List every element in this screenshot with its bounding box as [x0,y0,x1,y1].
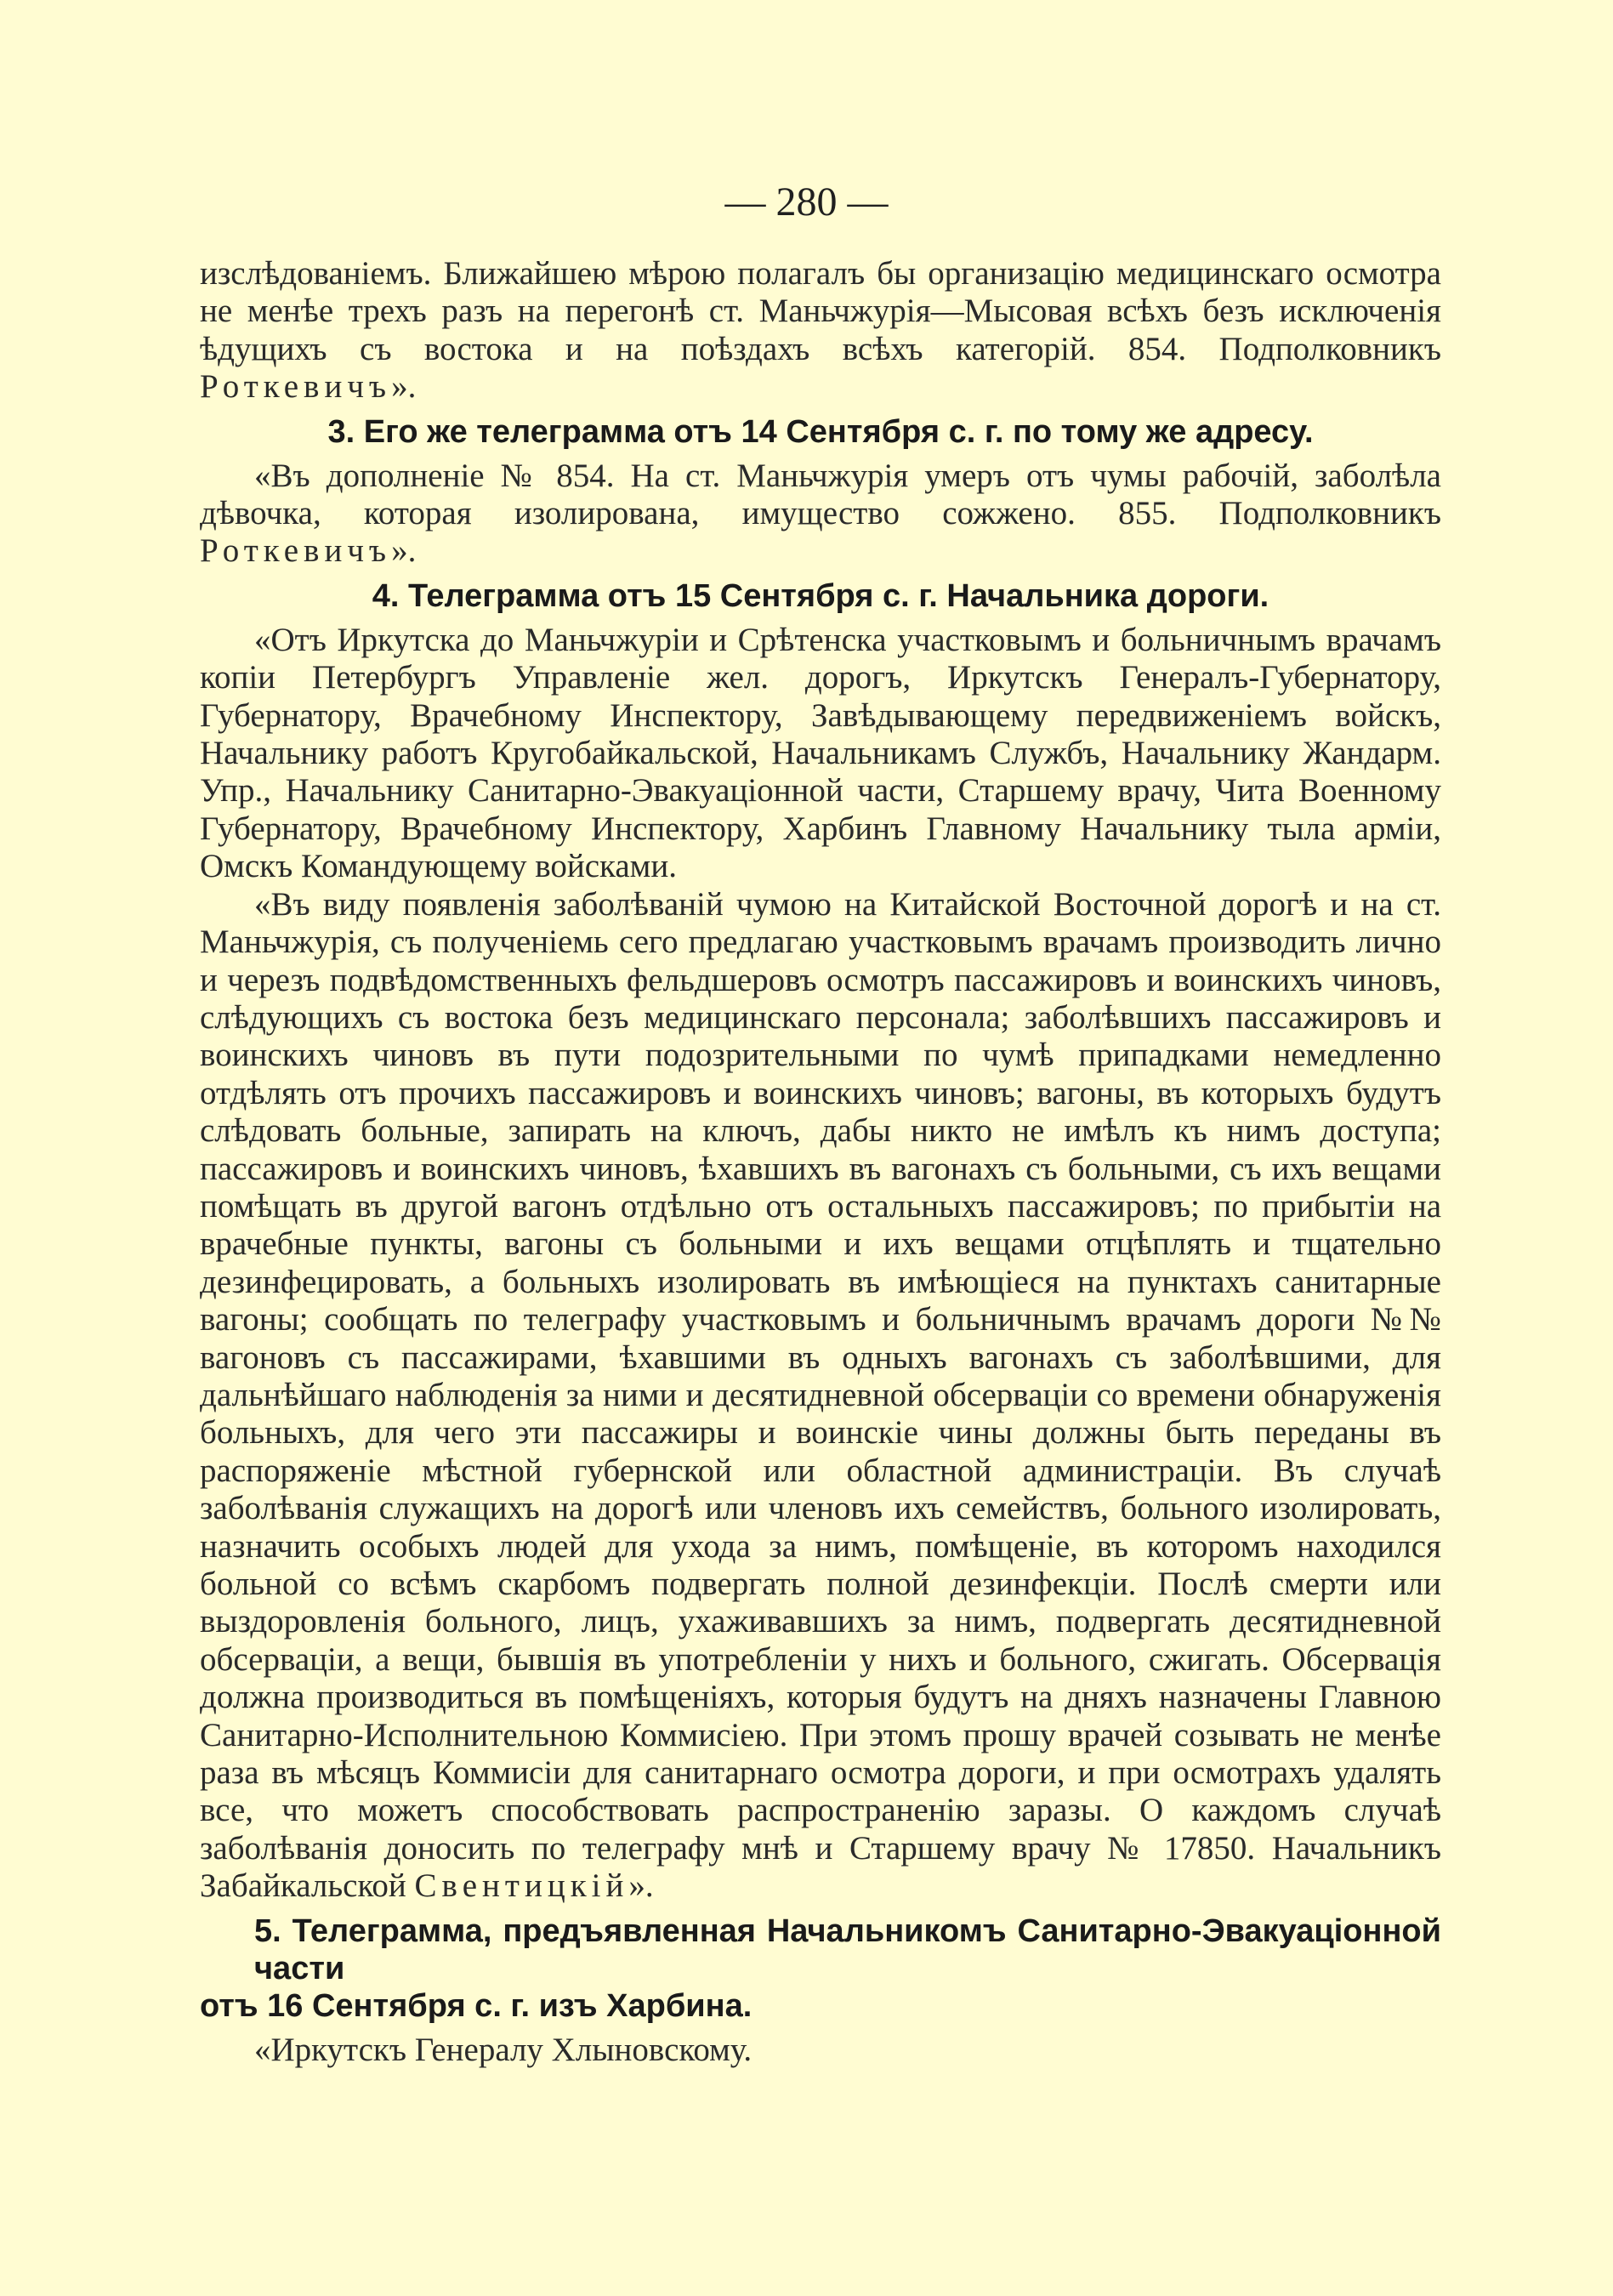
heading-4: 4. Телеграмма отъ 15 Сентября с. г. Начальника дороги. [372,577,1269,614]
paragraph-1-text: изслѣдованіемъ. Ближайшею мѣрою полагалъ бы организацію медицинскаго осмотра не менѣе трехъ разъ на перегонѣ ст. Маньчжурія—Мысовая всѣхъ безъ исключенія ѣдущихъ съ востока и на поѣздахъ всѣхъ категорій. 854. Подполковникъ [200,255,1441,367]
body-text [200,255,1441,2069]
paragraph-4-end: ». [628,1867,654,1905]
page-number: — 280 — [724,179,889,224]
heading-5 [200,1912,1441,2025]
signature-sventitsky: Свентицкій [414,1867,629,1905]
paragraph-4 [200,886,1441,1906]
paragraph-2-text: «Въ дополненіе № 854. На ст. Маньчжурія умеръ отъ чумы рабочій, заболѣла дѣвочка, которая изолирована, имущество сожжено. 855. Подполковникъ [200,457,1441,532]
signature-rotkevich-2: Роткевичъ [200,532,392,570]
paragraph-2 [200,457,1441,571]
heading-3: 3. Его же телеграмма отъ 14 Сентября с. г. по тому же адресу. [327,413,1314,450]
signature-rotkevich-1: Роткевичъ [200,368,392,406]
paragraph-4-text: «Въ виду появленія заболѣваній чумою на Китайской Восточной дорогѣ и на ст. Маньчжурія, съ полученіемь сего предлагаю участковымъ врачамъ производить лично и черезъ подвѣдомственныхъ фельдшеровъ осмотръ пассажировъ и воинскихъ чиновъ, слѣдующихъ съ востока безъ медицинскаго персонала; заболѣвшихъ пассажировъ и воинскихъ чиновъ въ пути подозрительными по чумѣ припадками немедленно отдѣлять отъ прочихъ пассажировъ и воинскихъ чиновъ; вагоны, въ которыхъ будутъ слѣдовать больные, запирать на ключъ, дабы никто не имѣлъ къ нимъ доступа; пассажировъ и воинскихъ чиновъ, ѣхавшихъ въ вагонахъ съ больными, съ ихъ вещами помѣщать въ другой вагонъ отдѣльно отъ остальныхъ пассажировъ; по прибытіи на врачебные пункты, вагоны съ больными и ихъ вещами отцѣплять и тщательно дезинфецировать, а больныхъ изолировать въ имѣющіеся на пунктахъ санитарные вагоны; сообщать по телеграфу участковымъ и больничнымъ врачамъ дороги №№ вагоновъ съ пассажирами, ѣхавшими въ одныхъ вагонахъ съ заболѣвшими, для дальнѣйшаго наблюденія за ними и десятидневной обсерваціи со времени обнаруженія больныхъ, для чего эти пассажиры и воинскіе чины должны быть переданы въ распоряженіе мѣстной губернской или областной администраціи. Въ случаѣ заболѣванія служащихъ на дорогѣ или членовъ ихъ семействъ, больного изолировать, назначить особыхъ людей для ухода за нимъ, помѣщеніе, въ которомъ находился больной со всѣмъ скарбомъ подвергать полной дезинфекціи. Послѣ смерти или выздоровленія больного, лицъ, ухаживавшихъ за нимъ, подвергать десятидневной обсерваціи, а вещи, бывшія въ употребленіи у нихъ и больного, сжигать. Обсервація должна производиться въ помѣщеніяхъ, которыя будутъ на дняхъ назначены Главною Санитарно-Исполнительною Коммисіею. При этомъ прошу врачей созывать не менѣе раза въ мѣсяцъ Коммисіи для санитарнаго осмотра дороги, и при осмотрахъ удалять все, что можетъ способствовать распространенію заразы. О каждомъ случаѣ заболѣванія доносить по телеграфу мнѣ и Старшему врачу № 17850. Начальникъ Забайкальской [200,885,1441,1905]
paragraph-1 [200,255,1441,406]
heading-5-line-2: отъ 16 Сентября с. г. изъ Харбина. [200,1987,753,2024]
heading-5-line-1: 5. Телеграмма, предъявленная Начальникомъ Санитарно-Эвакуаціонной части [254,1912,1441,1986]
paragraph-2-end: ». [391,532,417,570]
paragraph-3: «Отъ Иркутска до Маньчжуріи и Срѣтенска участковымъ и больничнымъ врачамъ копіи Петербургъ Управленіе жел. дорогъ, Иркутскъ Генералъ-Губернатору, Губернатору, Врачебному Инспектору, Завѣдывающему передвиженіемъ войскъ, Начальнику работъ Кругобайкальской, Начальникамъ Службъ, Начальнику Жандарм. Упр., Начальнику Санитарно-Эвакуаціонной части, Старшему врачу, Чита Военному Губернатору, Врачебному Инспектору, Харбинъ Главному Начальнику тыла арміи, Омскъ Командующему войсками. [200,621,1441,885]
paragraph-1-end: ». [391,368,417,406]
paragraph-5: «Иркутскъ Генералу Хлыновскому. [254,2031,753,2068]
